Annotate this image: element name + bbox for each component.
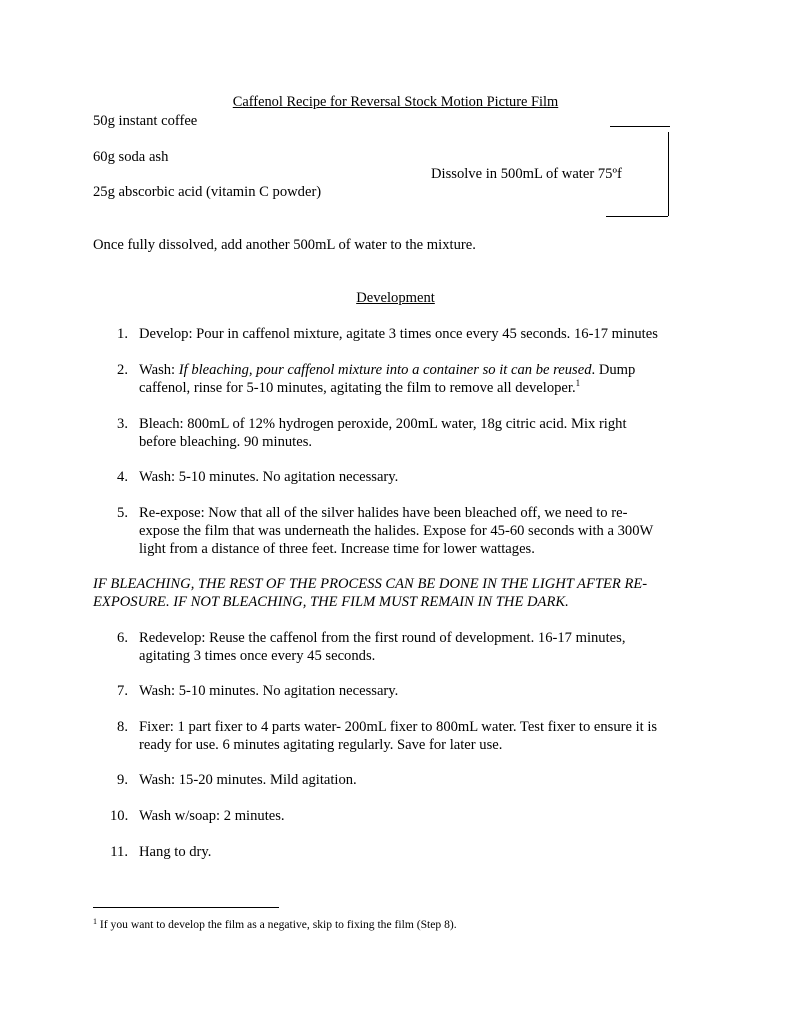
step-text: Wash w/soap: 2 minutes. — [139, 808, 285, 824]
page-title: Caffenol Recipe for Reversal Stock Motion Picture Film — [232, 94, 559, 110]
footnote-ref: 1 — [575, 378, 581, 388]
step-number: 6. — [117, 630, 128, 646]
step-text: Wash: 5-10 minutes. No agitation necessary. — [139, 683, 399, 699]
step-text: . Dump — [591, 362, 636, 378]
step-number: 5. — [117, 505, 128, 521]
step-text: caffenol, rinse for 5-10 minutes, agitating the film to remove all developer. — [139, 380, 576, 396]
ingredient-ascorbic-acid: 25g abscorbic acid (vitamin C powder) — [93, 184, 322, 200]
once-dissolved-note: Once fully dissolved, add another 500mL of water to the mixture. — [93, 237, 476, 253]
step-number: 8. — [117, 719, 128, 735]
step-number: 2. — [117, 362, 128, 378]
dissolve-note: Dissolve in 500mL of water 75ºf — [431, 166, 622, 182]
footnote-separator — [93, 907, 279, 908]
ingredient-soda-ash: 60g soda ash — [93, 149, 169, 165]
step-text: ready for use. 6 minutes agitating regularly. Save for later use. — [139, 737, 503, 753]
step-number: 7. — [117, 683, 128, 699]
step-number: 4. — [117, 469, 128, 485]
warning-line: EXPOSURE. IF NOT BLEACHING, THE FILM MUST REMAIN IN THE DARK. — [93, 594, 569, 610]
step-number: 1. — [117, 326, 128, 342]
bracket-vertical-line — [668, 132, 669, 216]
step-text: Fixer: 1 part fixer to 4 parts water- 200mL fixer to 800mL water. Test fixer to ensure it is — [139, 719, 658, 735]
step-text: Wash: 15-20 minutes. Mild agitation. — [139, 772, 357, 788]
step-text: Redevelop: Reuse the caffenol from the first round of development. 16-17 minutes, — [139, 630, 626, 646]
step-text: before bleaching. 90 minutes. — [139, 434, 313, 450]
step-text: Bleach: 800mL of 12% hydrogen peroxide, 200mL water, 18g citric acid. Mix right — [139, 416, 627, 432]
footnote-marker: 1 — [93, 917, 97, 926]
development-heading: Development — [356, 290, 435, 306]
step-text: Re-expose: Now that all of the silver halides have been bleached off, we need to re- — [139, 505, 628, 521]
step-number: 11. — [110, 844, 128, 860]
footnote-text: If you want to develop the film as a negative, skip to fixing the film (Step 8). — [99, 918, 457, 931]
footnote — [93, 916, 457, 934]
bracket-top-line — [610, 126, 670, 127]
bracket-bottom-line — [606, 216, 668, 217]
warning-line: IF BLEACHING, THE REST OF THE PROCESS CAN BE DONE IN THE LIGHT AFTER RE- — [93, 576, 648, 592]
step-italic-note: If bleaching, pour caffenol mixture into a container so it can be reused — [178, 362, 592, 378]
step-text: Develop: Pour in caffenol mixture, agitate 3 times once every 45 seconds. 16-17 minutes — [139, 326, 658, 342]
step-text: Hang to dry. — [139, 844, 212, 860]
ingredient-coffee: 50g instant coffee — [93, 113, 198, 129]
step-text: light from a distance of three feet. Increase time for lower wattages. — [139, 541, 535, 557]
step-prefix: Wash: — [139, 362, 179, 378]
step-text-line — [139, 361, 704, 379]
step-number: 10. — [110, 808, 129, 824]
step-text: Wash: 5-10 minutes. No agitation necessary. — [139, 469, 399, 485]
step-text: agitating 3 times once every 45 seconds. — [139, 648, 376, 664]
step-text: expose the film that was underneath the halides. Expose for 45-60 seconds with a 300W — [139, 523, 654, 539]
bleaching-warning — [93, 575, 647, 611]
step-text-line — [139, 379, 704, 397]
step-number: 3. — [117, 416, 128, 432]
step-number: 9. — [117, 772, 128, 788]
